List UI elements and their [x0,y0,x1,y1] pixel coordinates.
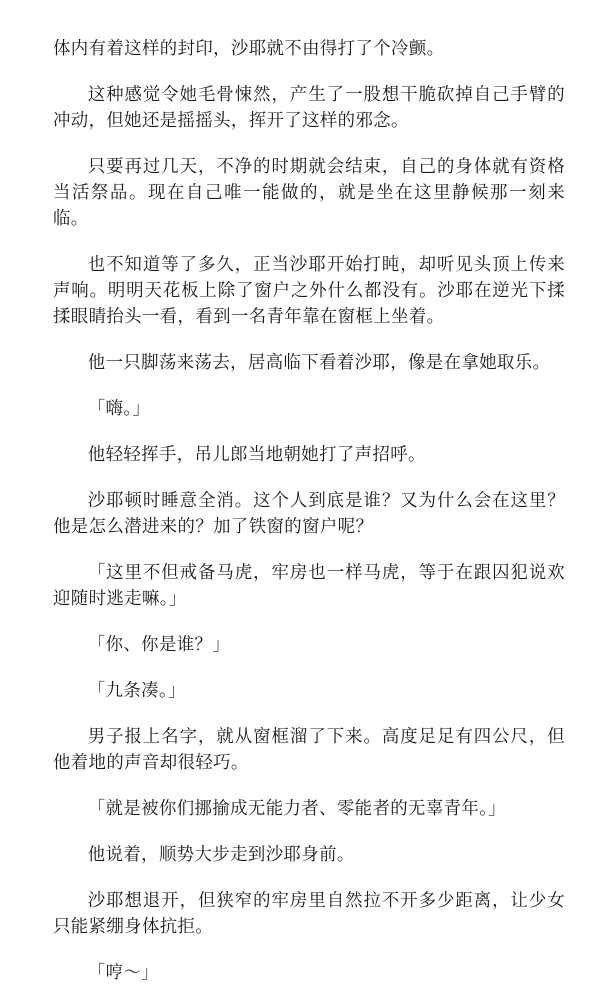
paragraph: 他一只脚荡来荡去，居高临下看着沙耶，像是在拿她取乐。 [87,353,551,373]
paragraph: 他说着，顺势大步走到沙耶身前。 [87,845,355,865]
dialogue-line: 「哼～」 [87,963,159,983]
dialogue-line: 「嗨。」 [87,399,151,419]
dialogue-line: 「这里不但戒备马虎，牢房也一样马虎，等于在跟囚犯说欢迎随时逃走嘛。」 [53,563,565,609]
paragraph: 沙耶顿时睡意全消。这个人到底是谁？又为什么会在这里？他是怎么潜进来的？加了铁窗的窗户呢？ [53,491,565,537]
paragraph: 只要再过几天，不净的时期就会结束，自己的身体就有资格当活祭品。现在自己唯一能做的，就是坐在这里静候那一刻来临。 [53,157,565,229]
paragraph: 他轻轻挥手，吊儿郎当地朝她打了声招呼。 [87,445,426,465]
paragraph: 这种感觉令她毛骨悚然，产生了一股想干脆砍掉自己手臂的冲动，但她还是摇摇头，挥开了这样的邪念。 [53,85,565,131]
document-page [53,36,565,1006]
paragraph: 男子报上名字，就从窗框溜了下来。高度足足有四公尺，但他着地的声音却很轻巧。 [53,727,565,773]
dialogue-line: 「你、你是谁？」 [87,635,231,655]
paragraph: 体内有着这样的封印，沙耶就不由得打了个冷颤。 [53,39,445,59]
dialogue-line: 「就是被你们挪揄成无能力者、零能者的无辜青年。」 [87,799,507,819]
dialogue-line: 「九条凑。」 [87,681,186,701]
paragraph: 沙耶想退开，但狭窄的牢房里自然拉不开多少距离，让少女只能紧绷身体抗拒。 [53,891,565,937]
paragraph: 也不知道等了多久，正当沙耶开始打盹，却听见头顶上传来声响。明明天花板上除了窗户之外什么都没有。沙耶在逆光下揉揉眼睛抬头一看，看到一名青年靠在窗框上坐着。 [53,255,565,327]
